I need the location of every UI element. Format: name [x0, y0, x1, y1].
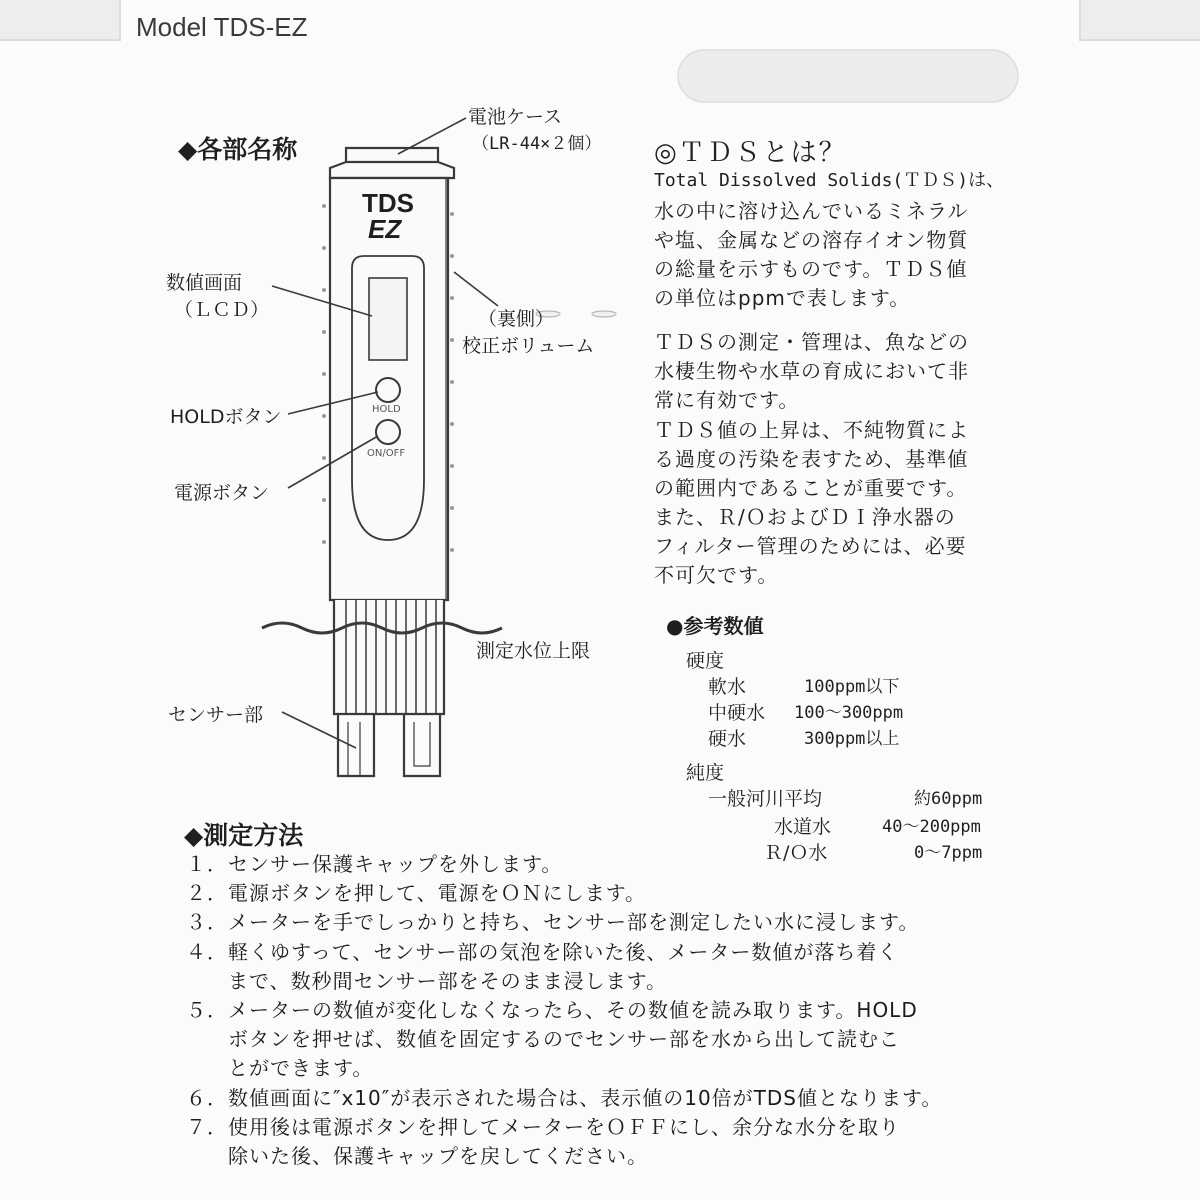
method-line: ４．軽くゆすって、センサー部の気泡を除いた後、メーター数値が落ち着く: [186, 940, 899, 964]
label-calibration-2: 校正ボリューム: [462, 335, 595, 357]
purity-title: 純度: [686, 762, 725, 784]
device-onoff-label: ON/OFF: [367, 448, 406, 459]
method-line: まで、数秒間センサー部をそのまま浸します。: [186, 969, 667, 993]
hardness-row-name: 軟水: [708, 676, 747, 698]
purity-row-name: Ｒ/Ｏ水: [764, 842, 828, 864]
hardness-row-value: 300ppm以上: [804, 729, 900, 749]
method-line: ボタンを押せば、数値を固定するのでセンサー部を水から出して読むこ: [186, 1027, 900, 1051]
hardness-row-value: 100～300ppm: [794, 703, 904, 723]
label-battery-case: 電池ケース: [468, 106, 563, 128]
method-line: ３．メーターを手でしっかりと持ち、センサー部を測定したい水に浸します。: [186, 910, 920, 934]
method-line: とができます。: [186, 1056, 374, 1080]
label-lcd-sub: （ＬＣＤ）: [174, 299, 270, 321]
method-line: ７．使用後は電源ボタンを押してメーターをＯＦＦにし、余分な水分を取り: [186, 1115, 900, 1139]
label-power-button: 電源ボタン: [174, 482, 270, 504]
method-line: 除いた後、保護キャップを戻してください。: [186, 1144, 648, 1168]
parts-heading: ◆各部名称: [178, 135, 298, 164]
method-line: ２．電源ボタンを押して、電源をＯＮにします。: [186, 881, 646, 905]
label-sensor: センサー部: [168, 704, 264, 726]
label-battery-spec: （LR-44×２個）: [472, 134, 602, 154]
purity-row-value: 40～200ppm: [882, 817, 981, 837]
purity-row-value: 約60ppm: [914, 789, 983, 809]
model-name: Model TDS-EZ: [136, 12, 308, 42]
about-title: ◎ＴＤＳとは？: [654, 138, 847, 168]
purity-row-name: 一般河川平均: [708, 788, 823, 810]
method-line: ６．数値画面に″x10″が表示された場合は、表示値の10倍がTDS値となります。: [186, 1086, 943, 1110]
purity-row-value: 0～7ppm: [914, 843, 983, 863]
label-lcd: 数値画面: [166, 272, 243, 294]
label-hold-button: HOLDボタン: [170, 406, 282, 428]
device-brand-ez: EZ: [368, 214, 402, 244]
label-calibration-1: （裏側）: [478, 308, 555, 330]
method-title: ◆測定方法: [184, 821, 304, 850]
label-water-limit: 測定水位上限: [476, 640, 591, 662]
method-line: ５．メーターの数値が変化しなくなったら、その数値を読み取ります。HOLD: [186, 998, 918, 1022]
device-hold-label: HOLD: [372, 404, 401, 415]
device-brand-tds: TDS: [362, 188, 414, 218]
hardness-row-name: 中硬水: [708, 702, 766, 724]
hardness-row-name: 硬水: [708, 728, 747, 750]
reference-title: ●参考数値: [666, 614, 764, 638]
purity-row-name: 水道水: [774, 816, 832, 838]
hardness-row-value: 100ppm以下: [804, 677, 900, 697]
method-line: １．センサー保護キャップを外します。: [186, 852, 563, 876]
hardness-title: 硬度: [686, 650, 725, 672]
